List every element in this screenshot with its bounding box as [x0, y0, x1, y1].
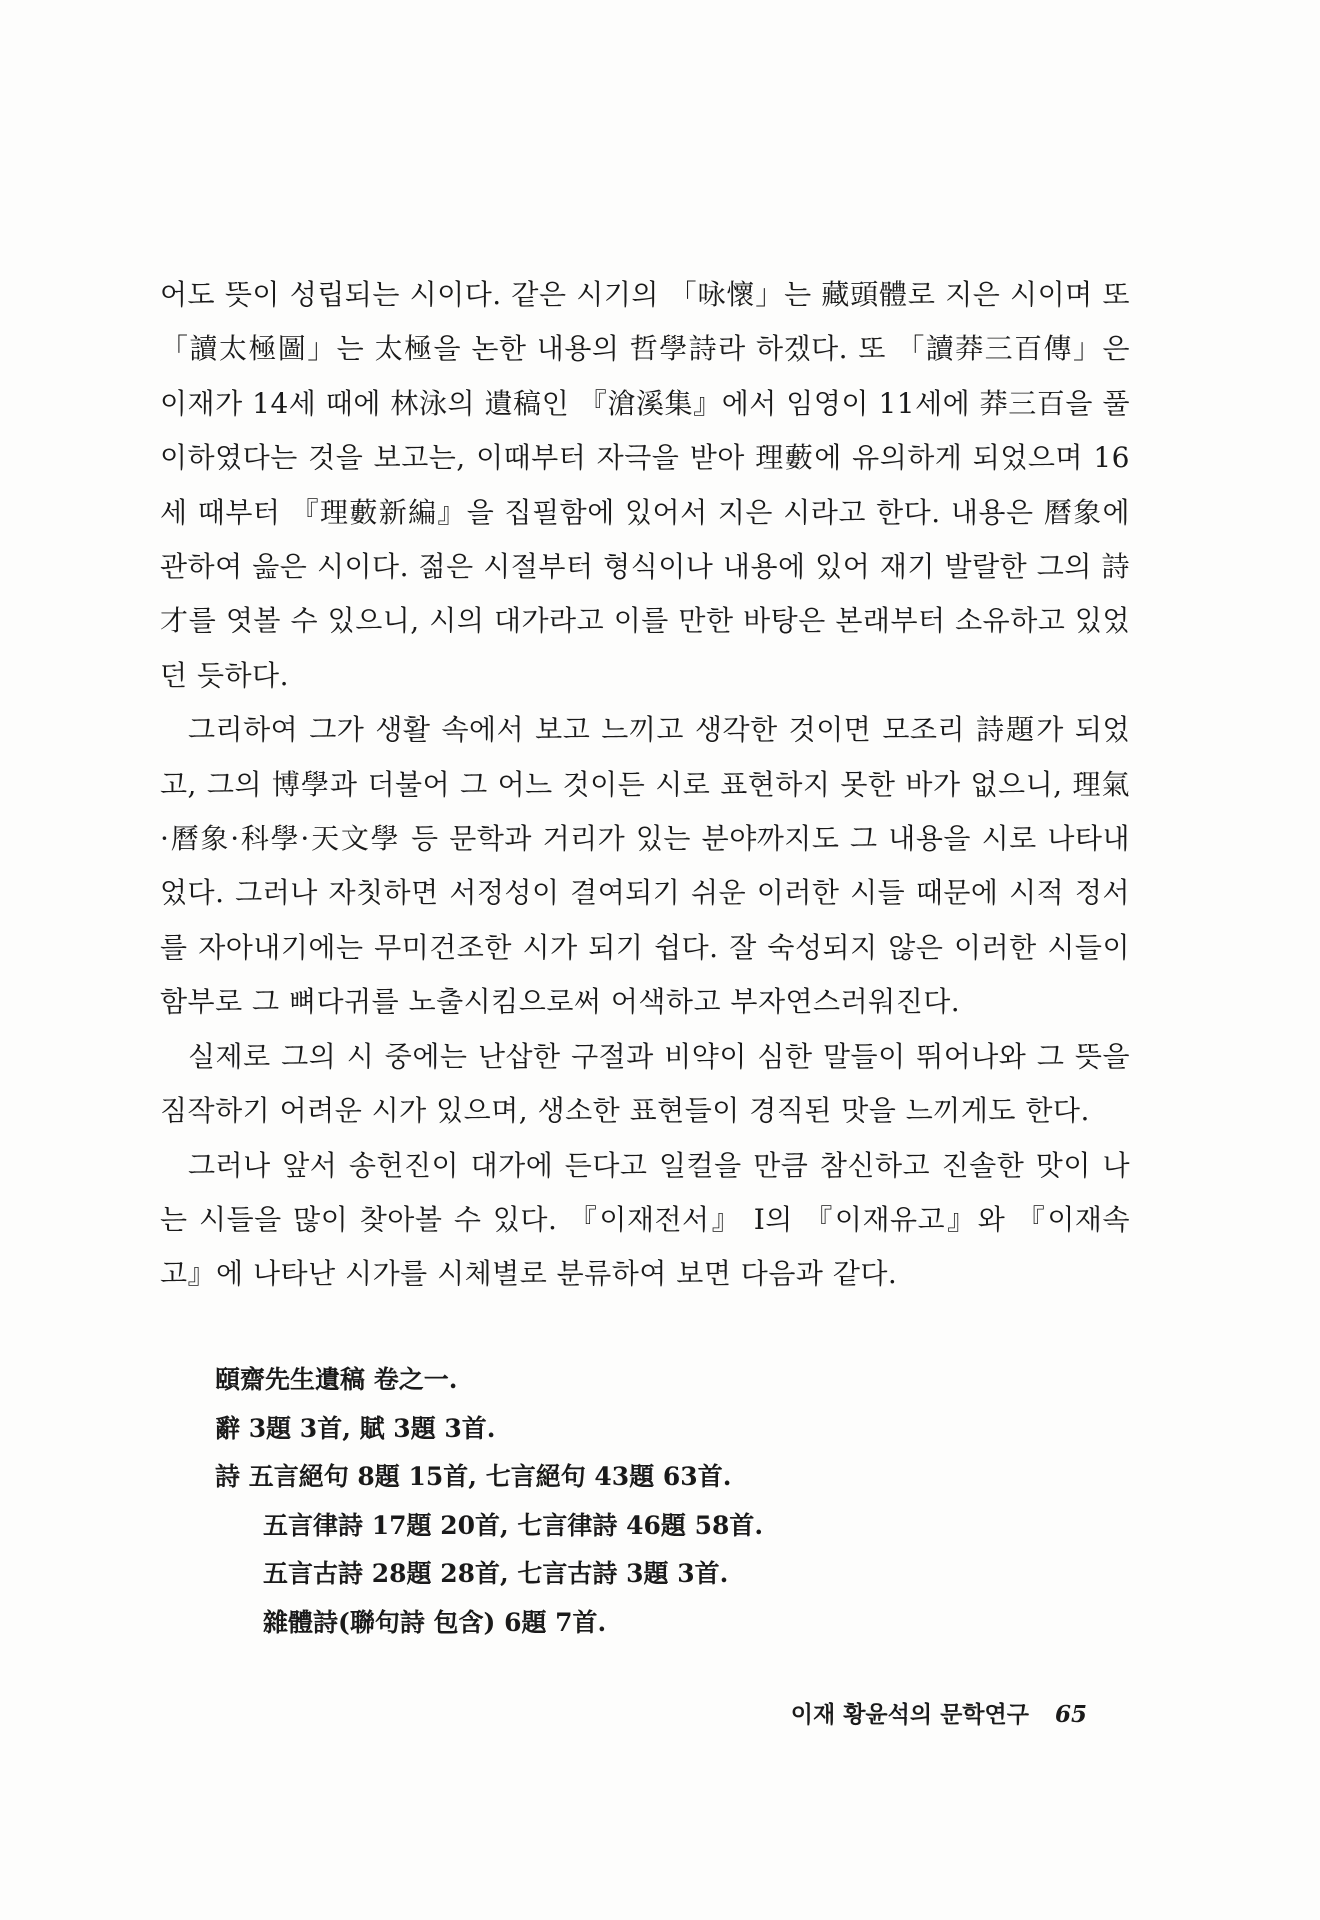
listing-line: 五言律詩 17題 20首, 七言律詩 46題 58首.	[263, 1510, 764, 1540]
paragraph-2: 그리하여 그가 생활 속에서 보고 느끼고 생각한 것이면 모조리 詩題가 되었고, 그의 博學과 더불어 그 어느 것이든 시로 표현하지 못한 바가 없으니, 理氣·曆象·科學·天文學 등 문학과 거리가 있는 분야까지도 그 내용을 시로 나타내었다. 그러나 자칫하면 서정성이 결여되기 쉬운 이러한 시들 때문에 시적 정서를 자아내기에는 무미건조한 시가 되기 쉽다. 잘 숙성되지 않은 이러한 시들이 함부로 그 뼈다귀를 노출시킴으로써 어색하고 부자연스러워진다.	[160, 713, 1130, 1019]
paragraph-4: 그러나 앞서 송헌진이 대가에 든다고 일컬을 만큼 참신하고 진솔한 맛이 나는 시들을 많이 찾아볼 수 있다. 『이재전서』 I의 『이재유고』와 『이재속고』에 나타난 시가를 시체별로 분류하여 보면 다음과 같다.	[160, 1148, 1130, 1291]
poem-count-listing	[215, 1356, 1015, 1647]
listing-line: 五言古詩 28題 28首, 七言古詩 3題 3首.	[263, 1559, 729, 1588]
listing-line: 辭 3題 3首, 賦 3題 3首.	[215, 1413, 496, 1443]
page-number: 65	[1054, 1701, 1087, 1728]
paragraph-1: 어도 뜻이 성립되는 시이다. 같은 시기의 「咏懷」는 藏頭體로 지은 시이며 또 「讀太極圖」는 太極을 논한 내용의 哲學詩라 하겠다. 또 「讀莽三百傳」은 이재가 14세 때에 林泳의 遺稿인 『滄溪集』에서 임영이 11세에 莽三百을 풀이하였다는 것을 보고는, 이때부터 자극을 받아 理藪에 유의하게 되었으며 16세 때부터 『理藪新編』을 집필함에 있어서 지은 시라고 한다. 내용은 曆象에 관하여 읊은 시이다. 젊은 시절부터 형식이나 내용에 있어 재기 발랄한 그의 詩才를 엿볼 수 있으니, 시의 대가라고 이를 만한 바탕은 본래부터 소유하고 있었던 듯하다.	[160, 278, 1130, 692]
listing-line: 雜體詩(聯句詩 包含) 6題 7首.	[263, 1607, 607, 1637]
listing-line: 詩 五言絕句 8題 15首, 七言絕句 43題 63首.	[215, 1462, 732, 1491]
page-footer	[791, 1696, 1087, 1729]
body-text	[160, 268, 1130, 1302]
paragraph-3: 실제로 그의 시 중에는 난삽한 구절과 비약이 심한 말들이 뛰어나와 그 뜻을 짐작하기 어려운 시가 있으며, 생소한 표현들이 경직된 맛을 느끼게도 한다.	[160, 1039, 1130, 1128]
running-title: 이재 황윤석의 문학연구	[790, 1701, 1029, 1728]
listing-heading: 頤齋先生遺稿 卷之一.	[215, 1365, 458, 1394]
